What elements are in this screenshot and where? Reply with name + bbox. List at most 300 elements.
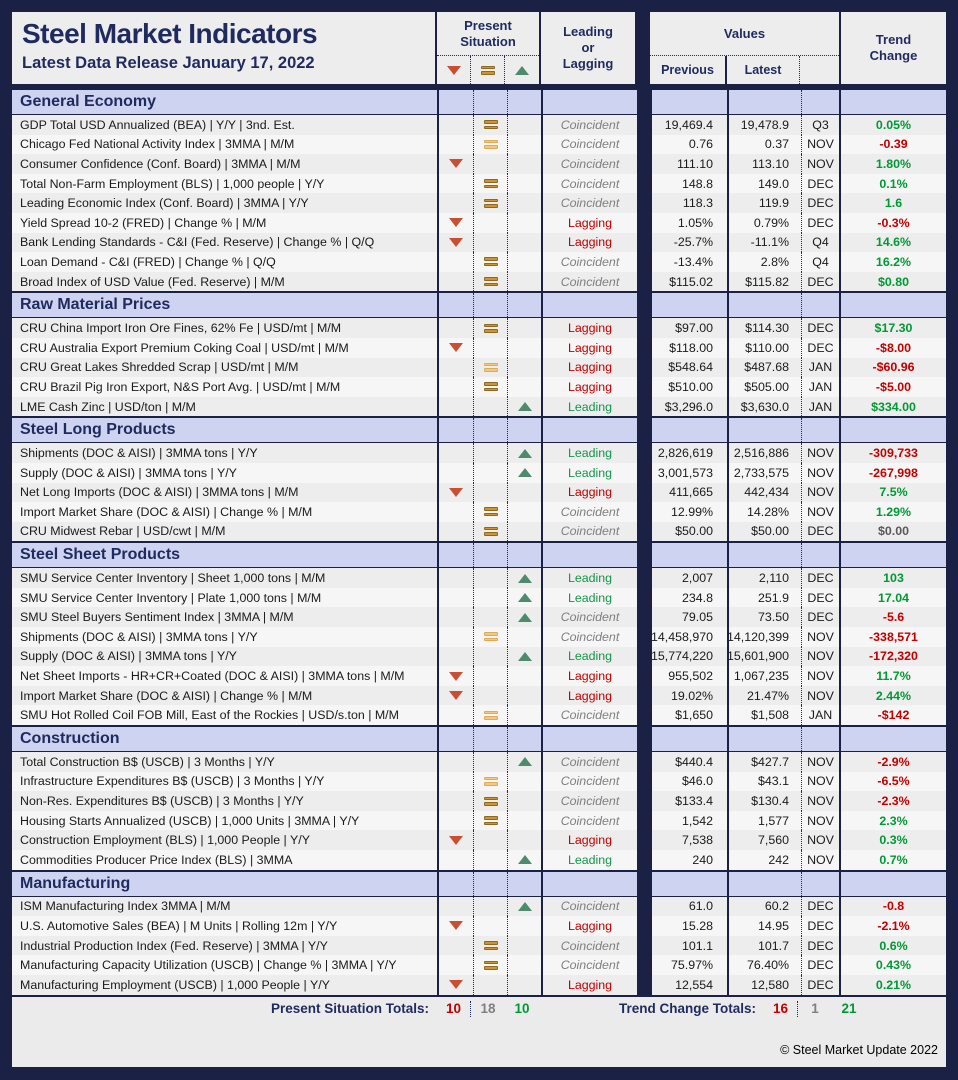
column-divider-band xyxy=(637,872,652,896)
period-value: JAN xyxy=(802,397,841,417)
previous-value: $50.00 xyxy=(652,522,729,542)
classification-label: Lagging xyxy=(567,977,613,992)
indicator-label: Supply (DOC & AISI) | 3MMA tons | Y/Y xyxy=(12,463,439,483)
column-divider-band xyxy=(637,791,652,811)
column-divider-band xyxy=(637,213,652,233)
situation-equal-cell xyxy=(474,272,508,292)
equal-icon xyxy=(484,140,498,149)
section-header xyxy=(12,541,946,568)
trend-cell xyxy=(841,872,946,896)
table-row xyxy=(12,272,946,292)
situation-down-cell xyxy=(439,213,474,233)
indicator-label: Import Market Share (DOC & AISI) | Change % | M/M xyxy=(12,686,439,706)
column-divider-band xyxy=(637,483,652,503)
section-header xyxy=(12,291,946,318)
previous-value: 234.8 xyxy=(652,588,729,608)
previous-value: 12.99% xyxy=(652,502,729,522)
up-arrow-icon xyxy=(518,902,532,911)
trend-totals-flat-count: 1 xyxy=(811,1001,819,1017)
previous-value: -13.4% xyxy=(652,252,729,272)
latest-cell xyxy=(729,90,802,114)
situation-down-cell xyxy=(439,463,474,483)
column-divider-band xyxy=(637,90,652,114)
section-title: Manufacturing xyxy=(12,872,439,896)
table-row xyxy=(12,647,946,667)
column-divider-band xyxy=(637,936,652,956)
situation-up-cell xyxy=(508,543,543,567)
latest-value: 76.40% xyxy=(729,955,802,975)
title-block xyxy=(12,12,437,84)
trend-cell xyxy=(841,293,946,317)
latest-cell xyxy=(729,872,802,896)
table-row xyxy=(12,752,946,772)
indicator-label: Commodities Producer Price Index (BLS) | 3MMA xyxy=(12,850,439,870)
situation-up-cell xyxy=(508,627,543,647)
trend-totals-up-count: 21 xyxy=(841,1001,857,1017)
column-divider-band xyxy=(637,418,652,442)
classification-label: Leading xyxy=(567,571,613,586)
latest-column-header: Latest xyxy=(727,56,800,84)
classification-label: Leading xyxy=(567,649,613,664)
values-header xyxy=(650,12,841,84)
indicator-label: Consumer Confidence (Conf. Board) | 3MMA | M/M xyxy=(12,154,439,174)
classification-cell xyxy=(543,543,637,567)
period-value: NOV xyxy=(802,666,841,686)
classification-label: Lagging xyxy=(567,669,613,684)
equal-icon xyxy=(484,632,498,641)
situation-up-cell xyxy=(508,252,543,272)
column-divider-band xyxy=(637,252,652,272)
section-header xyxy=(12,88,946,115)
table-row xyxy=(12,443,946,463)
latest-value: 149.0 xyxy=(729,174,802,194)
period-value: NOV xyxy=(802,443,841,463)
trend-change-value: -$142 xyxy=(877,708,910,723)
situation-down-cell xyxy=(439,543,474,567)
indicator-label: Construction Employment (BLS) | 1,000 People | Y/Y xyxy=(12,830,439,850)
table-row xyxy=(12,607,946,627)
situation-down-cell xyxy=(439,397,474,417)
trend-change-value: -309,733 xyxy=(869,446,918,461)
indicator-label: LME Cash Zinc | USD/ton | M/M xyxy=(12,397,439,417)
equal-icon xyxy=(484,777,498,786)
column-divider-band xyxy=(637,568,652,588)
previous-value: 118.3 xyxy=(652,193,729,213)
section-header xyxy=(12,416,946,443)
equal-icon xyxy=(484,277,498,286)
situation-equal-cell xyxy=(474,666,508,686)
table-row xyxy=(12,850,946,870)
equal-icon xyxy=(484,199,498,208)
period-value: DEC xyxy=(802,318,841,338)
table-row xyxy=(12,830,946,850)
situation-up-cell xyxy=(508,647,543,667)
classification-label: Lagging xyxy=(567,321,613,336)
up-arrow-icon xyxy=(515,66,529,75)
situation-up-cell xyxy=(508,90,543,114)
column-divider-band xyxy=(637,397,652,417)
column-divider-band xyxy=(637,686,652,706)
trend-change-value: 0.05% xyxy=(875,117,912,132)
latest-value: 2.8% xyxy=(729,252,802,272)
period-cell xyxy=(802,90,841,114)
classification-label: Coincident xyxy=(560,899,620,914)
latest-value: 119.9 xyxy=(729,193,802,213)
down-arrow-icon xyxy=(449,836,463,845)
table-row xyxy=(12,115,946,135)
period-value: DEC xyxy=(802,975,841,995)
latest-value: $130.4 xyxy=(729,791,802,811)
period-value: DEC xyxy=(802,955,841,975)
previous-value: $440.4 xyxy=(652,752,729,772)
indicator-label: SMU Service Center Inventory | Plate 1,000 tons | M/M xyxy=(12,588,439,608)
table-row xyxy=(12,397,946,417)
indicator-label: Manufacturing Capacity Utilization (USCB) | Change % | 3MMA | Y/Y xyxy=(12,955,439,975)
trend-totals-down-count: 16 xyxy=(764,1001,798,1017)
previous-value: 12,554 xyxy=(652,975,729,995)
previous-cell xyxy=(652,418,729,442)
column-divider-band xyxy=(637,955,652,975)
indicator-label: U.S. Automotive Sales (BEA) | M Units | Rolling 12m | Y/Y xyxy=(12,916,439,936)
trend-cell xyxy=(841,727,946,751)
classification-label: Lagging xyxy=(567,918,613,933)
column-divider-band xyxy=(637,811,652,831)
situation-equal-cell xyxy=(474,358,508,378)
situation-up-cell xyxy=(508,916,543,936)
trend-change-value: 17.04 xyxy=(877,590,909,605)
situation-up-cell xyxy=(508,666,543,686)
table-body xyxy=(12,88,946,995)
situation-up-cell xyxy=(508,607,543,627)
situation-up-cell xyxy=(508,154,543,174)
situation-up-cell xyxy=(508,397,543,417)
period-value: NOV xyxy=(802,483,841,503)
previous-cell xyxy=(652,543,729,567)
situation-up-cell xyxy=(508,377,543,397)
trend-change-value: 16.2% xyxy=(875,254,912,269)
indicator-label: Loan Demand - C&I (FRED) | Change % | Q/Q xyxy=(12,252,439,272)
situation-down-cell xyxy=(439,174,474,194)
down-arrow-icon xyxy=(449,218,463,227)
present-totals-up-count: 10 xyxy=(514,1001,530,1017)
latest-value: -11.1% xyxy=(729,233,802,253)
classification-label: Coincident xyxy=(560,629,620,644)
section-title: Steel Long Products xyxy=(12,418,439,442)
period-value: NOV xyxy=(802,647,841,667)
situation-equal-cell xyxy=(474,502,508,522)
column-divider-band xyxy=(637,377,652,397)
trend-change-value: -5.6 xyxy=(882,610,905,625)
situation-up-cell xyxy=(508,115,543,135)
previous-value: 111.10 xyxy=(652,154,729,174)
situation-equal-cell xyxy=(474,850,508,870)
indicator-label: SMU Hot Rolled Coil FOB Mill, East of the Rockies | USD/s.ton | M/M xyxy=(12,705,439,725)
classification-cell xyxy=(543,872,637,896)
period-value: NOV xyxy=(802,686,841,706)
latest-value: 12,580 xyxy=(729,975,802,995)
column-divider-band xyxy=(637,522,652,542)
table-row xyxy=(12,252,946,272)
situation-down-cell xyxy=(439,443,474,463)
previous-value: 19,469.4 xyxy=(652,115,729,135)
report-frame xyxy=(12,12,946,1067)
situation-equal-cell xyxy=(474,955,508,975)
period-cell xyxy=(802,418,841,442)
column-divider-band xyxy=(637,543,652,567)
situation-equal-cell xyxy=(474,293,508,317)
period-value: DEC xyxy=(802,936,841,956)
column-divider-band xyxy=(637,916,652,936)
indicator-label: Manufacturing Employment (USCB) | 1,000 People | Y/Y xyxy=(12,975,439,995)
down-arrow-icon xyxy=(449,691,463,700)
trend-change-value: $0.00 xyxy=(877,524,909,539)
column-divider-band xyxy=(637,272,652,292)
situation-down-cell xyxy=(439,705,474,725)
previous-value: 411,665 xyxy=(652,483,729,503)
previous-value: 15,774,220 xyxy=(652,647,729,667)
column-divider-band xyxy=(637,588,652,608)
column-divider-band xyxy=(635,12,650,84)
indicator-label: Bank Lending Standards - C&I (Fed. Reserve) | Change % | Q/Q xyxy=(12,233,439,253)
equal-icon xyxy=(484,711,498,720)
column-divider-band xyxy=(637,727,652,751)
down-arrow-icon xyxy=(447,66,461,75)
trend-change-value: 1.29% xyxy=(875,504,912,519)
values-label: Values xyxy=(650,12,839,56)
table-row xyxy=(12,318,946,338)
situation-up-cell xyxy=(508,502,543,522)
situation-down-cell xyxy=(439,772,474,792)
indicator-label: Supply (DOC & AISI) | 3MMA tons | Y/Y xyxy=(12,647,439,667)
period-value: DEC xyxy=(802,522,841,542)
table-row xyxy=(12,135,946,155)
section-header xyxy=(12,725,946,752)
down-arrow-icon xyxy=(449,921,463,930)
previous-cell xyxy=(652,293,729,317)
latest-value: 7,560 xyxy=(729,830,802,850)
situation-up-cell xyxy=(508,568,543,588)
period-value: Q4 xyxy=(802,233,841,253)
situation-equal-cell xyxy=(474,916,508,936)
previous-value: $115.02 xyxy=(652,272,729,292)
situation-down-cell xyxy=(439,272,474,292)
situation-down-cell xyxy=(439,850,474,870)
down-arrow-icon xyxy=(449,159,463,168)
period-value: NOV xyxy=(802,850,841,870)
equal-icon xyxy=(484,382,498,391)
latest-value: 251.9 xyxy=(729,588,802,608)
situation-down-cell xyxy=(439,666,474,686)
table-row xyxy=(12,916,946,936)
previous-value: 0.76 xyxy=(652,135,729,155)
situation-up-cell xyxy=(508,811,543,831)
latest-value: 2,733,575 xyxy=(729,463,802,483)
table-row xyxy=(12,154,946,174)
latest-cell xyxy=(729,418,802,442)
classification-label: Lagging xyxy=(567,360,613,375)
latest-value: 2,110 xyxy=(729,568,802,588)
previous-value: 61.0 xyxy=(652,897,729,917)
classification-label: Coincident xyxy=(560,813,620,828)
classification-label: Leading xyxy=(567,852,613,867)
equal-icon xyxy=(484,527,498,536)
situation-down-cell xyxy=(439,830,474,850)
period-value: DEC xyxy=(802,174,841,194)
table-row xyxy=(12,936,946,956)
section-title: General Economy xyxy=(12,90,439,114)
latest-value: $3,630.0 xyxy=(729,397,802,417)
period-cell xyxy=(802,727,841,751)
present-situation-header xyxy=(437,12,541,84)
trend-change-totals-label: Trend Change Totals: xyxy=(618,1001,756,1017)
column-divider-band xyxy=(637,705,652,725)
indicator-label: ISM Manufacturing Index 3MMA | M/M xyxy=(12,897,439,917)
classification-label: Lagging xyxy=(567,235,613,250)
latest-value: 1,067,235 xyxy=(729,666,802,686)
trend-change-value: 0.7% xyxy=(879,852,908,867)
situation-up-cell xyxy=(508,727,543,751)
up-arrow-icon xyxy=(518,449,532,458)
latest-value: 14.95 xyxy=(729,916,802,936)
situation-down-cell xyxy=(439,318,474,338)
situation-equal-cell xyxy=(474,791,508,811)
previous-value: 14,458,970 xyxy=(652,627,729,647)
situation-down-cell xyxy=(439,377,474,397)
indicator-label: Net Long Imports (DOC & AISI) | 3MMA tons | M/M xyxy=(12,483,439,503)
present-totals-down-count: 10 xyxy=(437,1001,471,1017)
situation-up-cell xyxy=(508,936,543,956)
period-value: Q3 xyxy=(802,115,841,135)
classification-label: Coincident xyxy=(560,610,620,625)
indicator-label: Yield Spread 10-2 (FRED) | Change % | M/M xyxy=(12,213,439,233)
latest-value: 0.79% xyxy=(729,213,802,233)
previous-value: $118.00 xyxy=(652,338,729,358)
column-divider-band xyxy=(637,463,652,483)
up-arrow-icon xyxy=(518,402,532,411)
situation-up-cell xyxy=(508,955,543,975)
indicator-label: Net Sheet Imports - HR+CR+Coated (DOC & AISI) | 3MMA tons | M/M xyxy=(12,666,439,686)
situation-up-cell xyxy=(508,588,543,608)
column-divider-band xyxy=(637,154,652,174)
column-divider-band xyxy=(637,318,652,338)
situation-down-cell xyxy=(439,975,474,995)
situation-down-cell xyxy=(439,483,474,503)
up-arrow-icon xyxy=(518,468,532,477)
latest-value: $43.1 xyxy=(729,772,802,792)
indicator-label: Infrastructure Expenditures B$ (USCB) | 3 Months | Y/Y xyxy=(12,772,439,792)
column-divider-band xyxy=(637,772,652,792)
previous-value: -25.7% xyxy=(652,233,729,253)
table-row xyxy=(12,358,946,378)
situation-up-cell xyxy=(508,174,543,194)
latest-value: $50.00 xyxy=(729,522,802,542)
situation-up-cell xyxy=(508,135,543,155)
situation-equal-cell xyxy=(474,568,508,588)
trend-change-header: Trend Change xyxy=(841,12,946,84)
situation-equal-cell xyxy=(474,463,508,483)
situation-equal-cell xyxy=(474,727,508,751)
page-title: Steel Market Indicators xyxy=(22,18,318,49)
situation-down-cell xyxy=(439,233,474,253)
situation-down-cell xyxy=(439,936,474,956)
situation-down-cell xyxy=(439,686,474,706)
situation-down-cell xyxy=(439,154,474,174)
table-row xyxy=(12,791,946,811)
indicator-label: Total Construction B$ (USCB) | 3 Months | Y/Y xyxy=(12,752,439,772)
previous-value: 75.97% xyxy=(652,955,729,975)
latest-value: $1,508 xyxy=(729,705,802,725)
trend-change-value: -2.9% xyxy=(877,754,910,769)
period-value: DEC xyxy=(802,272,841,292)
trend-change-value: 2.3% xyxy=(879,813,908,828)
equal-icon xyxy=(484,816,498,825)
latest-cell xyxy=(729,293,802,317)
classification-label: Coincident xyxy=(560,117,620,132)
latest-value: 0.37 xyxy=(729,135,802,155)
trend-change-value: -$60.96 xyxy=(872,360,915,375)
trend-change-value: 11.7% xyxy=(876,669,911,684)
indicator-label: CRU Brazil Pig Iron Export, N&S Port Avg. | USD/mt | M/M xyxy=(12,377,439,397)
situation-up-cell xyxy=(508,705,543,725)
trend-change-value: $334.00 xyxy=(871,399,916,414)
classification-label: Coincident xyxy=(560,156,620,171)
previous-value: $548.64 xyxy=(652,358,729,378)
indicator-label: Broad Index of USD Value (Fed. Reserve) | M/M xyxy=(12,272,439,292)
trend-change-value: 103 xyxy=(883,571,904,586)
up-arrow-icon xyxy=(518,652,532,661)
situation-equal-cell xyxy=(474,627,508,647)
trend-change-value: 0.21% xyxy=(875,977,912,992)
previous-cell xyxy=(652,90,729,114)
equal-icon xyxy=(484,363,498,372)
latest-value: 101.7 xyxy=(729,936,802,956)
latest-value: 14,120,399 xyxy=(729,627,802,647)
latest-value: 442,434 xyxy=(729,483,802,503)
period-value: JAN xyxy=(802,705,841,725)
classification-label: Leading xyxy=(567,590,613,605)
situation-equal-cell xyxy=(474,252,508,272)
situation-up-cell xyxy=(508,418,543,442)
classification-cell xyxy=(543,293,637,317)
period-value: NOV xyxy=(802,627,841,647)
previous-value: 101.1 xyxy=(652,936,729,956)
situation-up-cell xyxy=(508,483,543,503)
trend-change-value: 0.6% xyxy=(879,938,908,953)
previous-value: $1,650 xyxy=(652,705,729,725)
period-value: NOV xyxy=(802,791,841,811)
classification-label: Coincident xyxy=(560,196,620,211)
equal-icon xyxy=(484,179,498,188)
equal-icon xyxy=(484,507,498,516)
classification-label: Leading xyxy=(567,446,613,461)
situation-up-cell xyxy=(508,850,543,870)
classification-label: Lagging xyxy=(567,379,613,394)
period-value: JAN xyxy=(802,358,841,378)
situation-up-cell xyxy=(508,897,543,917)
column-divider-band xyxy=(637,443,652,463)
table-row xyxy=(12,213,946,233)
situation-down-cell xyxy=(439,752,474,772)
situation-equal-cell xyxy=(474,443,508,463)
indicator-label: CRU Midwest Rebar | USD/cwt | M/M xyxy=(12,522,439,542)
latest-value: 19,478.9 xyxy=(729,115,802,135)
present-totals-equal-count: 18 xyxy=(480,1001,496,1017)
indicator-label: Chicago Fed National Activity Index | 3MMA | M/M xyxy=(12,135,439,155)
previous-value: 955,502 xyxy=(652,666,729,686)
situation-down-cell xyxy=(439,252,474,272)
situation-equal-cell xyxy=(474,377,508,397)
equal-icon xyxy=(484,961,498,970)
